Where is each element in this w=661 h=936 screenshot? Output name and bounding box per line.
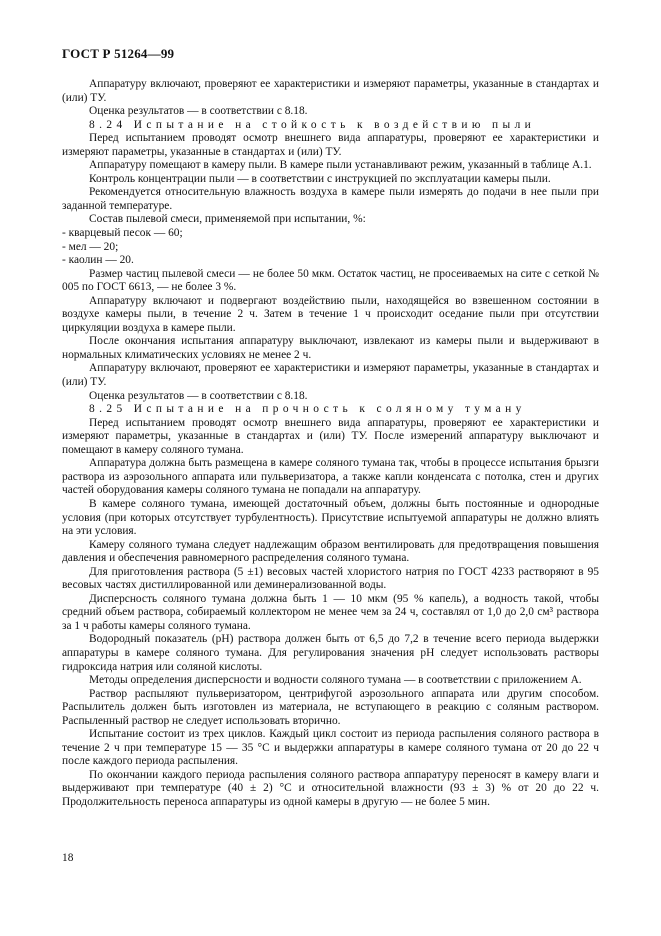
page-number: 18 — [62, 852, 74, 864]
list-item: - кварцевый песок — 60; — [62, 227, 183, 240]
paragraph: Оценка результатов — в соответствии с 8.18. — [89, 105, 308, 118]
paragraph: Испытание состоит из трех циклов. Каждый цикл состоит из периода распыления соляного раствора в течение 2 ч при температуре 15 — 35 °С и выдержки аппаратуры в камере соляного тумана от 20 до 22 ч после каждого периода распыления. — [62, 728, 599, 768]
paragraph: Контроль концентрации пыли — в соответствии с инструкцией по эксплуатации камеры пыли. — [89, 172, 551, 185]
paragraph: Размер частиц пылевой смеси — не более 50 мкм. Остаток частиц, не просеиваемых на сите с сеткой № 005 по ГОСТ 6613, — не более 3 %. — [62, 267, 599, 294]
paragraph: Аппаратуру включают, проверяют ее характеристики и измеряют параметры, указанные в стандартах и (или) ТУ. — [62, 362, 599, 389]
paragraph: Для приготовления раствора (5 ±1) весовых частей хлористого натрия по ГОСТ 4233 растворяют в 95 весовых частях дистиллированной или деминерализованной воды. — [62, 565, 599, 592]
paragraph: Рекомендуется относительную влажность воздуха в камере пыли измерять до подачи в нее пыли при заданной температуре. — [62, 186, 599, 212]
paragraph: Оценка результатов — в соответствии с 8.18. — [89, 389, 308, 402]
paragraph: Перед испытанием проводят осмотр внешнего вида аппаратуры, проверяют ее характеристики и измеряют параметры, указанные в стандартах и (или) ТУ. — [62, 132, 599, 158]
list-item: - каолин — 20. — [62, 254, 134, 267]
paragraph: Перед испытанием проводят осмотр внешнего вида аппаратуры, проверяют ее характеристики и измеряют параметры, указанные в стандартах и (или) ТУ. После измерений аппаратуру выключают и помещают в камеру соляного тумана. — [62, 416, 599, 456]
paragraph: Аппаратуру помещают в камеру пыли. В камере пыли устанавливают режим, указанный в таблице А.1. — [89, 159, 592, 172]
paragraph: Аппаратуру включают и подвергают воздействию пыли, находящейся во взвешенном состоянии в воздухе камеры пыли, в течение 2 ч. Затем в течение 1 ч происходит оседание пыли при отсутствии циркуляции воздуха в камере пыли. — [62, 294, 599, 334]
paragraph: В камере соляного тумана, имеющей достаточный объем, должны быть постоянные и однородные условия (при которых отсутствует турбулентность). Присутствие испытуемой аппаратуры не должно влиять на эти условия. — [62, 497, 599, 538]
section-heading-8-24: 8.24 Испытание на стойкость к воздействию пыли — [89, 118, 536, 131]
section-heading-8-25: 8.25 Испытание на прочность к соляному туману — [89, 403, 526, 416]
paragraph: По окончании каждого периода распыления соляного раствора аппаратуру переносят в камеру влаги и выдерживают при температуре (40 ± 2) °С и относительной влажности (93 ± 3) % от 20 до 22 ч. Продолжительность переноса аппаратуры из одной камеры в другую — не более 5 мин. — [62, 768, 599, 808]
list-item: - мел — 20; — [62, 240, 119, 253]
paragraph: Состав пылевой смеси, применяемой при испытании, %: — [89, 213, 366, 226]
paragraph: После окончания испытания аппаратуру выключают, извлекают из камеры пыли и выдерживают в нормальных климатических условиях не менее 2 ч. — [62, 335, 599, 361]
paragraph: Водородный показатель (рН) раствора должен быть от 6,5 до 7,2 в течение всего периода выдержки аппаратуры в камере соляного тумана. Для регулирования значения рН следует использовать растворы гидроксида натрия или соляной кислоты. — [62, 633, 599, 673]
paragraph: Методы определения дисперсности и водности соляного тумана — в соответствии с приложением А. — [89, 674, 582, 687]
paragraph: Аппаратуру включают, проверяют ее характеристики и измеряют параметры, указанные в стандартах и (или) ТУ. — [62, 78, 599, 104]
paragraph: Камеру соляного тумана следует надлежащим образом вентилировать для предотвращения повышения давления и обеспечения равномерного распределения соляного тумана. — [62, 538, 599, 565]
paragraph: Аппаратура должна быть размещена в камере соляного тумана так, чтобы в процессе испытания брызги раствора из аэрозольного аппарата или пульверизатора, а также капли конденсата с потолка, стен и других частей оборудования камеры соляного тумана не попадали на аппаратуру. — [62, 457, 599, 497]
standard-header: ГОСТ Р 51264—99 — [62, 46, 175, 61]
paragraph: Дисперсность соляного тумана должна быть 1 — 10 мкм (95 % капель), а водность такой, чтобы средний объем раствора, собираемый коллектором не менее чем за 24 ч, составлял от 1,0 до 2,0 см³ раствора за 1 ч работы камеры соляного тумана. — [62, 592, 599, 632]
body-text — [62, 78, 599, 810]
paragraph: Раствор распыляют пульверизатором, центрифугой аэрозольного аппарата или другим способом. Распылитель должен быть изготовлен из материала, не вступающего в реакцию с соляным раствором. Распыленный раствор не следует использовать вторично. — [62, 687, 599, 727]
